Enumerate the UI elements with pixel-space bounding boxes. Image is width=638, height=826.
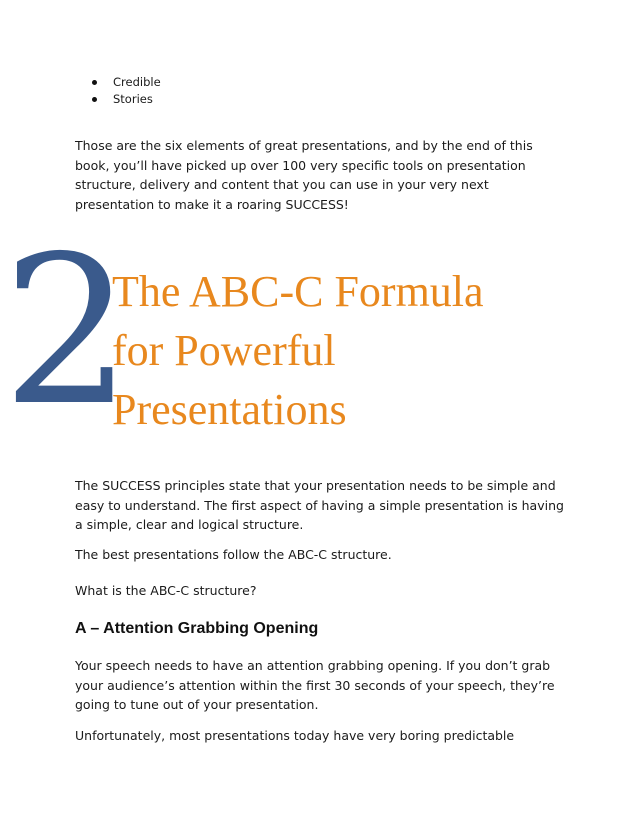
chapter-title-line: Presentations: [112, 385, 347, 434]
body-paragraph: Unfortunately, most presentations today have very boring predictable: [75, 728, 515, 743]
section-heading: A – Attention Grabbing Opening: [75, 620, 319, 637]
body-paragraph: Your speech needs to have an attention grabbing opening. If you don’t grab your audience’s attention within the first 30 seconds of your speech, they’re going to tune out of your presentation.: [75, 658, 555, 712]
body-paragraph: The SUCCESS principles state that your presentation needs to be simple and easy to understand. The first aspect of having a simple presentation is having a simple, clear and logical structure.: [75, 478, 564, 532]
chapter-number: 2: [2, 213, 129, 451]
list-item: Stories: [92, 91, 161, 108]
body-paragraph: What is the ABC-C structure?: [75, 583, 257, 598]
chapter-title-line: The ABC-C Formula: [112, 267, 484, 316]
bullet-list: [92, 74, 161, 108]
chapter-title: [112, 262, 552, 439]
chapter-title-line: for Powerful: [112, 326, 336, 375]
intro-paragraph: Those are the six elements of great presentations, and by the end of this book, you’ll have picked up over 100 very specific tools on presentation structure, delivery and content that you can use in your very next presentation to make it a roaring SUCCESS!: [75, 138, 533, 212]
body-paragraph: The best presentations follow the ABC-C structure.: [75, 547, 392, 562]
list-item: Credible: [92, 74, 161, 91]
